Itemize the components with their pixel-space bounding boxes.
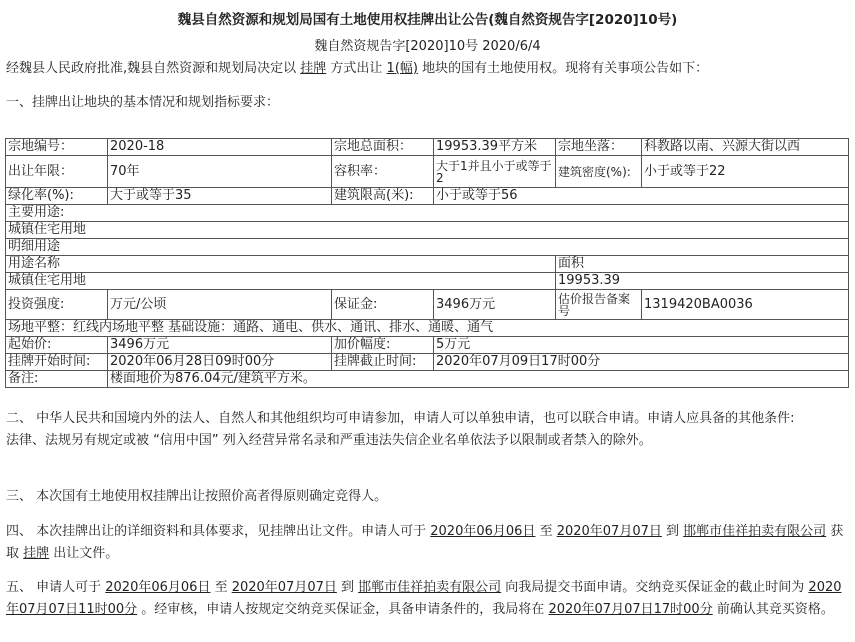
cell-label: 投资强度: — [6, 290, 108, 320]
table-row — [6, 256, 849, 273]
cell-label: 挂牌开始时间: — [6, 354, 108, 371]
section-5-text: 前确认其竞买资格。 — [712, 602, 834, 617]
cell-label: 建筑密度(%): — [556, 156, 642, 188]
cell-value: 5万元 — [434, 337, 849, 354]
table-row — [6, 371, 849, 388]
section-5 — [6, 577, 848, 621]
section-5-text: 。经审核，申请人按规定交纳竞买保证金，具备申请条件的，我局将在 — [137, 602, 549, 617]
cell-label: 宗地编号： — [6, 139, 108, 156]
cell-label: 明细用途 — [6, 239, 849, 256]
auction-company: 邯郸市佳祥拍卖有限公司 — [358, 580, 502, 595]
cell-value: 19953.39 — [556, 273, 849, 290]
section-5-text: 至 — [210, 580, 232, 595]
section-4-text: 获取 — [6, 524, 844, 561]
cell-value: 科教路以南、兴源大街以西 — [642, 139, 849, 156]
section-4-text: 到 — [661, 524, 684, 539]
cell-value: 小于或等于56 — [434, 188, 849, 205]
announcement-page — [0, 10, 855, 642]
cell-label: 宗地坐落： — [556, 139, 642, 156]
table-row — [6, 290, 849, 320]
cell-label: 建筑限高(米): — [332, 188, 434, 205]
section-4-text: 出让文件。 — [49, 546, 119, 561]
deposit-deadline: 2020年07月07日11时00分 — [6, 580, 842, 617]
intro-text: 经魏县人民政府批准,魏县自然资源和规划局决定以 — [6, 61, 301, 76]
table-row — [6, 354, 849, 371]
section-3: 三、 本次国有土地使用权挂牌出让按照价高者得原则确定竞得人。 — [6, 489, 388, 504]
cell-value: 大于或等于35 — [108, 188, 332, 205]
cell-label: 备注: — [6, 371, 108, 388]
table-row — [6, 156, 849, 188]
cell-value: 19953.39平方米 — [434, 139, 556, 156]
start-date: 2020年06月06日 — [430, 524, 536, 539]
transfer-mode: 挂牌 — [300, 61, 327, 76]
column-header: 用途名称 — [6, 256, 556, 273]
cell-value: 2020年06月28日09时00分 — [108, 354, 332, 371]
section-1-heading: 一、挂牌出让地块的基本情况和规划指标要求： — [6, 95, 280, 110]
intro-text: 方式出让 — [326, 61, 387, 76]
confirmation-deadline: 2020年07月07日17时00分 — [548, 602, 713, 617]
cell-value: 3496万元 — [434, 290, 556, 320]
column-header: 面积 — [556, 256, 849, 273]
cell-value: 3496万元 — [108, 337, 332, 354]
start-date: 2020年06月06日 — [105, 580, 211, 595]
table-row — [6, 320, 849, 337]
cell-value: 场地平整：红线内场地平整 基础设施：通路、通电、供水、通讯、排水、通暖、通气 — [6, 320, 849, 337]
cell-value: 万元/公顷 — [108, 290, 332, 320]
end-date: 2020年07月07日 — [556, 524, 662, 539]
cell-label: 起始价: — [6, 337, 108, 354]
cell-label: 容积率： — [332, 156, 434, 188]
table-row — [6, 239, 849, 256]
table-row — [6, 273, 849, 290]
auction-company: 邯郸市佳祥拍卖有限公司 — [683, 524, 827, 539]
section-2 — [6, 408, 848, 452]
cell-label: 挂牌截止时间: — [332, 354, 434, 371]
cell-value: 楼面地价为876.04元/建筑平方米。 — [108, 371, 849, 388]
cell-label: 宗地总面积： — [332, 139, 434, 156]
parcel-count: 1(幅) — [386, 61, 418, 76]
section-5-text: 五、 申请人可于 — [6, 580, 106, 595]
table-row — [6, 222, 849, 239]
section-2-line1: 二、 中华人民共和国境内外的法人、自然人和其他组织均可申请参加，申请人可以单独申请，也可以联合申请。申请人应具备的其他条件: — [6, 411, 795, 426]
cell-value: 小于或等于22 — [642, 156, 849, 188]
end-date: 2020年07月07日 — [231, 580, 337, 595]
table-row — [6, 205, 849, 222]
section-4-text: 四、 本次挂牌出让的详细资料和具体要求，见挂牌出让文件。申请人可于 — [6, 524, 431, 539]
table-row — [6, 337, 849, 354]
cell-label: 估价报告备案号 — [556, 290, 642, 320]
section-2-line2: 法律、法规另有规定或被 “信用中国” 列入经营异常名录和严重违法失信企业名单依法予以限制或者禁入的除外。 — [6, 433, 652, 448]
table-row — [6, 139, 849, 156]
cell-label: 加价幅度: — [332, 337, 434, 354]
section-4-text: 至 — [535, 524, 557, 539]
cell-label: 保证金: — [332, 290, 434, 320]
cell-value: 1319420BA0036 — [642, 290, 849, 320]
cell-label: 出让年限： — [6, 156, 108, 188]
cell-value: 城镇住宅用地 — [6, 222, 849, 239]
intro-paragraph — [6, 59, 855, 79]
cell-label: 绿化率(%): — [6, 188, 108, 205]
section-5-text: 向我局提交书面申请。交纳竞买保证金的截止时间为 — [501, 580, 809, 595]
cell-label: 主要用途: — [6, 205, 849, 222]
land-info-table — [5, 138, 849, 388]
section-4 — [6, 521, 848, 565]
section-5-text: 到 — [336, 580, 359, 595]
cell-value: 城镇住宅用地 — [6, 273, 556, 290]
cell-value: 大于1并且小于或等于2 — [434, 156, 556, 188]
cell-value: 2020-18 — [108, 139, 332, 156]
cell-value: 2020年07月09日17时00分 — [434, 354, 849, 371]
transfer-mode: 挂牌 — [23, 546, 50, 561]
cell-value: 70年 — [108, 156, 332, 188]
document-number: 魏自然资规告字[2020]10号 2020/6/4 — [314, 39, 541, 54]
page-title: 魏县自然资源和规划局国有土地使用权挂牌出让公告(魏自然资规告字[2020]10号) — [177, 12, 678, 28]
intro-text: 地块的国有土地使用权。现将有关事项公告如下： — [417, 61, 709, 76]
table-row — [6, 188, 849, 205]
